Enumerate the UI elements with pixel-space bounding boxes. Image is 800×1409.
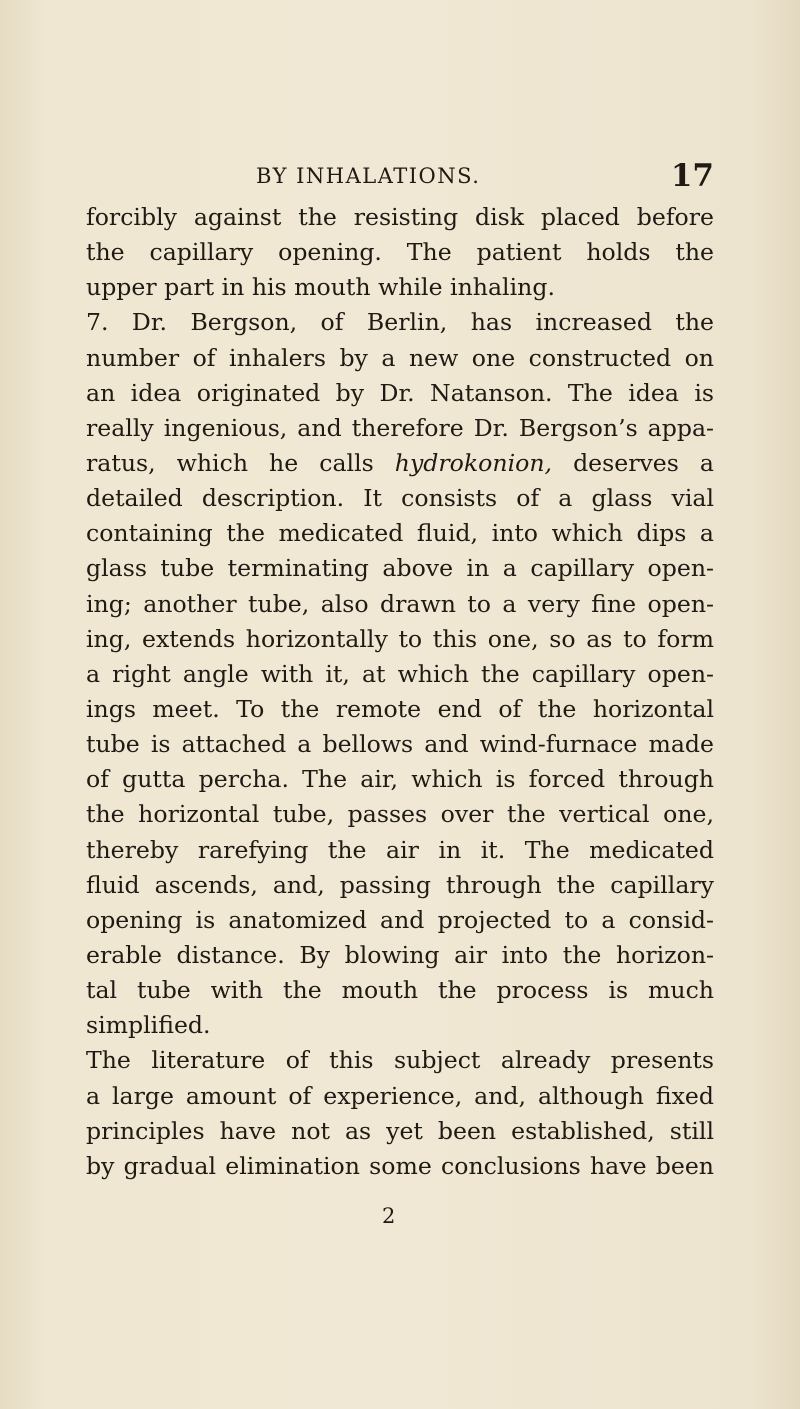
signature-mark: 2 (382, 1204, 396, 1228)
text-line: containing the medicated fluid, into which dips a (86, 519, 714, 548)
text-line: by gradual elimination some conclusions have been (86, 1151, 714, 1180)
text-line: the capillary opening. The patient holds the (86, 238, 714, 267)
text-line: ing, extends horizontally to this one, so as to form (86, 624, 714, 653)
text-line: a right angle with it, at which the capillary open- (86, 659, 714, 688)
text-line: really ingenious, and therefore Dr. Bergson’s appa- (86, 413, 714, 442)
text-line: upper part in his mouth while inhaling. (86, 273, 555, 302)
text-line: the horizontal tube, passes over the vertical one, (86, 800, 714, 829)
text-line: an idea originated by Dr. Natanson. The idea is (86, 378, 714, 407)
text-segment: ratus, which he calls (86, 448, 395, 477)
text-line: ings meet. To the remote end of the horizontal (86, 694, 714, 723)
text-line: thereby rarefying the air in it. The medicated (86, 835, 714, 864)
text-line: ing; another tube, also drawn to a very fine open- (86, 589, 714, 618)
text-line: number of inhalers by a new one constructed on (86, 343, 714, 372)
text-segment: deserves a (552, 448, 714, 477)
text-line: fluid ascends, and, passing through the capillary (86, 870, 714, 899)
text-line: principles have not as yet been established, still (86, 1116, 714, 1145)
text-line: glass tube terminating above in a capillary open- (86, 554, 714, 583)
text-line-with-italic (86, 446, 714, 481)
text-line: The literature of this subject already presents (86, 1046, 714, 1075)
text-line: erable distance. By blowing air into the horizon- (86, 940, 714, 969)
text-line: tal tube with the mouth the process is much (86, 976, 714, 1005)
running-head (86, 158, 714, 194)
text-line: simplified. (86, 1011, 211, 1040)
text-line: tube is attached a bellows and wind-furnace made (86, 730, 714, 759)
text-line: detailed description. It consists of a glass vial (86, 484, 714, 513)
italic-term: hydrokonion, (394, 448, 553, 477)
body-text (86, 200, 714, 1184)
running-head-title: BY INHALATIONS. (256, 164, 481, 188)
text-line: a large amount of experience, and, although fixed (86, 1081, 714, 1110)
text-line: forcibly against the resisting disk placed before (86, 203, 714, 231)
text-line: 7. Dr. Bergson, of Berlin, has increased the (86, 308, 714, 337)
page-number: 17 (670, 158, 714, 194)
text-line: of gutta percha. The air, which is forced through (86, 765, 714, 794)
text-line: opening is anatomized and projected to a consid- (86, 905, 714, 934)
